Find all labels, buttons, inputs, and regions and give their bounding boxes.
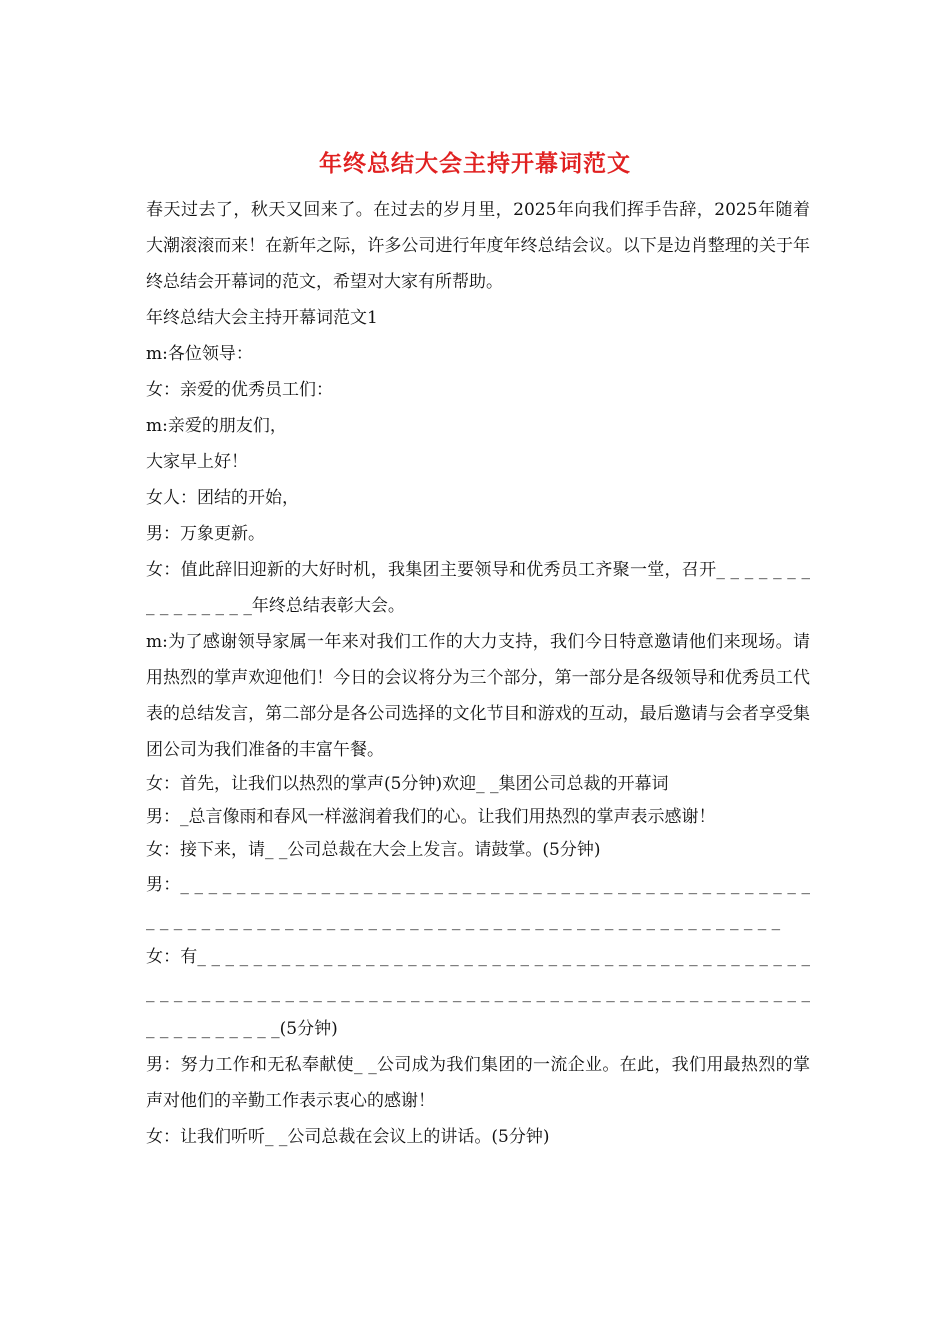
document-title: 年终总结大会主持开幕词范文 [319,150,631,177]
document-body [146,192,810,1155]
dialogue-line: 男：_ _ _ _ _ _ _ _ _ _ _ _ _ _ _ _ _ _ _ _ _ _ _ _ _ _ _ _ _ _ _ _ _ _ _ _ _ _ _ _ _ _ _ _ _ _ _ _ _ _ _ _ _ _ _ _ _ _ _ _ _ _ _ _ _ _ _ _ _ _ _ _ _ _ _ _ _ _ _ _ _ _ _ _ _ _ _ _ _ _ _ [146,875,810,931]
dialogue-line: m:亲爱的朋友们， [146,416,287,436]
dialogue-line: m:为了感谢领导家属一年来对我们工作的大力支持，我们今日特意邀请他们来现场。请用热烈的掌声欢迎他们！今日的会议将分为三个部分，第一部分是各级领导和优秀员工代表的总结发言，第二部分是各公司选择的文化节目和游戏的互动，最后邀请与会者享受集团公司为我们准备的丰富午餐。 [146,632,810,760]
dialogue-line: 女：有_ _ _ _ _ _ _ _ _ _ _ _ _ _ _ _ _ _ _ _ _ _ _ _ _ _ _ _ _ _ _ _ _ _ _ _ _ _ _ _ _ _ _ _ _ _ _ _ _ _ _ _ _ _ _ _ _ _ _ _ _ _ _ _ _ _ _ _ _ _ _ _ _ _ _ _ _ _ _ _ _ _ _ _ _ _ _ _ _ _ _ _ _ _ _ _ _ _ _ _ _ _(5分钟) [146,947,810,1039]
dialogue-line: 女：接下来，请_ _公司总裁在大会上发言。请鼓掌。(5分钟) [146,840,601,860]
dialogue-line: 男：努力工作和无私奉献使_ _公司成为我们集团的一流企业。在此，我们用最热烈的掌声对他们的辛勤工作表示衷心的感谢！ [146,1055,810,1111]
dialogue-line: 男：万象更新。 [146,524,265,544]
dialogue-line: 女人：团结的开始， [146,488,299,508]
dialogue-line: 女：让我们听听_ _公司总裁在会议上的讲话。(5分钟) [146,1127,550,1147]
dialogue-line: 大家早上好！ [146,452,248,472]
intro-paragraph: 春天过去了，秋天又回来了。在过去的岁月里，2025年向我们挥手告辞，2025年随着大潮滚滚而来！在新年之际，许多公司进行年度年终总结会议。以下是边肖整理的关于年终总结会开幕词的范文，希望对大家有所帮助。 [146,200,810,292]
section-heading: 年终总结大会主持开幕词范文1 [146,308,378,328]
dialogue-line: 女：值此辞旧迎新的大好时机，我集团主要领导和优秀员工齐聚一堂，召开_ _ _ _ _ _ _ _ _ _ _ _ _ _ _年终总结表彰大会。 [146,560,810,616]
dialogue-line: 女：亲爱的优秀员工们： [146,380,333,400]
dialogue-line: m:各位领导： [146,344,253,364]
dialogue-line: 女：首先，让我们以热烈的掌声(5分钟)欢迎_ _集团公司总裁的开幕词 [146,774,669,794]
dialogue-line: 男：_总言像雨和春风一样滋润着我们的心。让我们用热烈的掌声表示感谢！ [146,807,716,827]
